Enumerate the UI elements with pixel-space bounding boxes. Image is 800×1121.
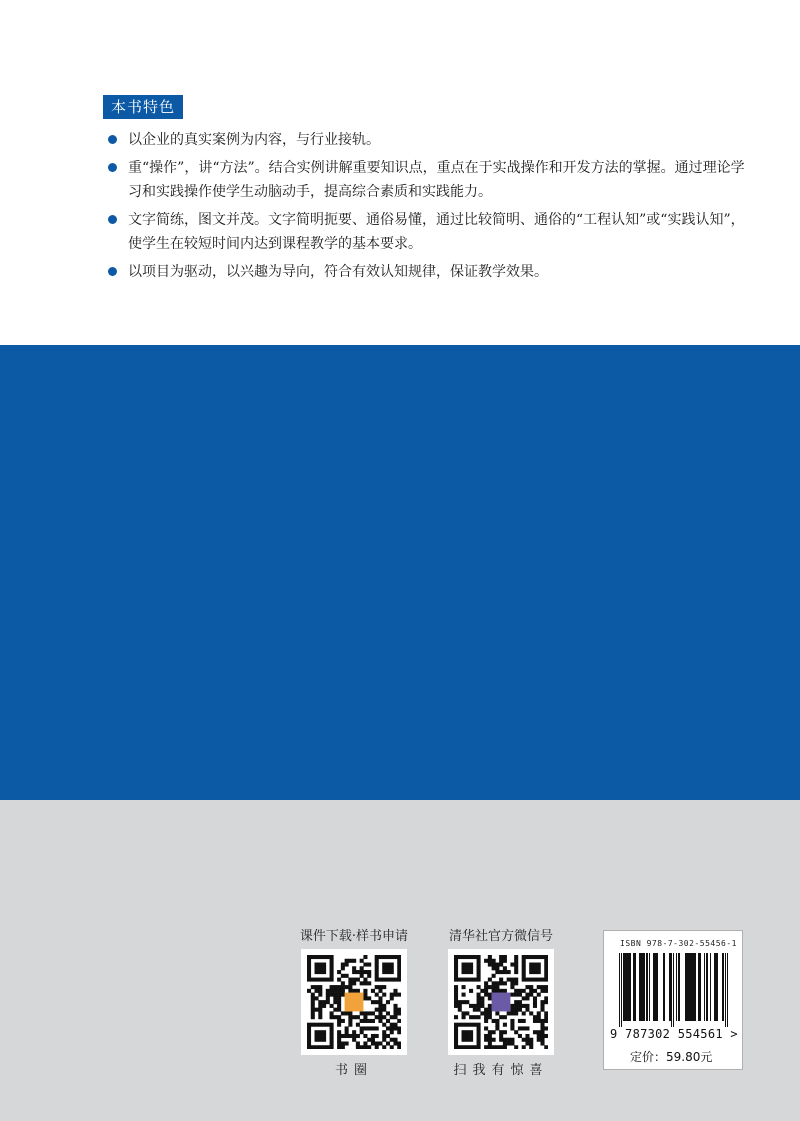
bullet-icon (108, 163, 117, 172)
qr-logo-icon (492, 993, 511, 1012)
qr-code-icon[interactable] (448, 949, 554, 1055)
price-label: 定价：59.80元 (630, 1050, 713, 1064)
feature-text: 以企业的真实案例为内容，与行业接轨。 (128, 132, 380, 148)
feature-list (105, 128, 745, 288)
feature-text: 重“操作”，讲“方法”。结合实例讲解重要知识点，重点在于实战操作和开发方法的掌握。通过理论学习和实践操作使学生动脑动手，提高综合素质和实践能力。 (128, 160, 745, 200)
bullet-icon (108, 215, 117, 224)
qr-code-icon[interactable] (301, 949, 407, 1055)
feature-text: 文字简练，图文并茂。文字简明扼要、通俗易懂，通过比较简明、通俗的“工程认知”或“实践认知”，使学生在较短时间内达到课程教学的基本要求。 (128, 212, 745, 252)
qr-title: 清华社官方微信号 (448, 929, 553, 944)
ean-digits: 9 787302 554561 > (610, 1027, 738, 1041)
qr-caption: 扫我有惊喜 (453, 1063, 549, 1078)
qr-title: 课件下载·样书申请 (299, 929, 409, 944)
isbn-label: ISBN 978-7-302-55456-1 (620, 939, 737, 948)
isbn-barcode-card (603, 930, 743, 1070)
cover-top-section (0, 0, 800, 345)
blue-color-band (0, 345, 800, 800)
section-badge: 本书特色 (103, 95, 183, 119)
qr-logo-icon (345, 993, 364, 1012)
feature-item (105, 128, 745, 152)
qr-block-wechat (426, 928, 576, 1080)
feature-item (105, 208, 745, 256)
feature-text: 以项目为驱动，以兴趣为导向，符合有效认知规律，保证教学效果。 (128, 264, 548, 280)
qr-caption: 书圈 (334, 1063, 373, 1078)
bullet-icon (108, 267, 117, 276)
feature-item (105, 156, 745, 204)
feature-item (105, 260, 745, 284)
qr-code-graphic (307, 955, 401, 1049)
qr-block-courseware (279, 928, 429, 1080)
barcode-icon (617, 953, 731, 1027)
bullet-icon (108, 135, 117, 144)
qr-code-graphic (454, 955, 548, 1049)
